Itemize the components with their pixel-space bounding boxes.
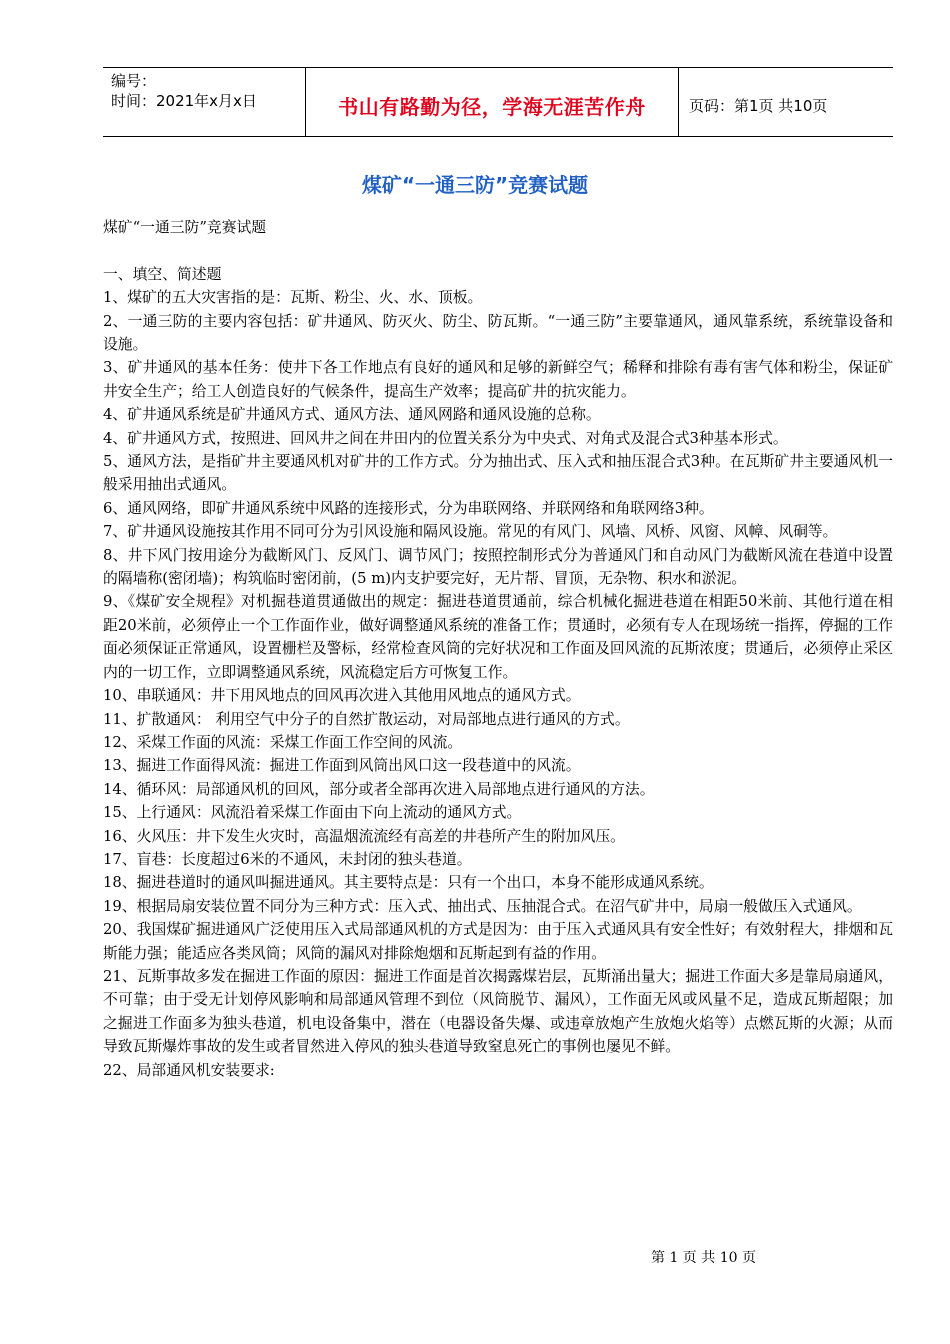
paragraph: 21、瓦斯事故多发在掘进工作面的原因：掘进工作面是首次揭露煤岩层，瓦斯涌出量大；掘进工作面大多是靠局扇通风，不可靠；由于受无计划停风影响和局部通风管理不到位（风筒脱节、漏风），工作面无风或风量不足，造成瓦斯超限；加之掘进工作面多为独头巷道，机电设备集中，潜在（电器设备失爆、或违章放炮产生放炮火焰等）点燃瓦斯的火源；从而导致瓦斯爆炸事故的发生或者冒然进入停风的独头巷道导致窒息死亡的事例也屡见不鲜。 [103, 967, 893, 1056]
header-motto-cell [305, 68, 679, 136]
page-info: 页码：第1页 共10页 [689, 97, 828, 115]
header-table [103, 67, 893, 137]
paragraph: 19、根据局扇安装位置不同分为三种方式：压入式、抽出式、压抽混合式。在沼气矿井中，局扇一般做压入式通风。 [103, 897, 862, 915]
motto-text: 书山有路勤为径，学海无涯苦作舟 [338, 95, 646, 119]
paragraph: 6、通风网络，即矿井通风系统中风路的连接形式，分为串联网络、并联网络和角联网络3种。 [103, 499, 714, 517]
paragraph: 2、一通三防的主要内容包括：矿井通风、防灭火、防尘、防瓦斯。“一通三防”主要靠通风，通风靠系统，系统靠设备和设施。 [103, 312, 893, 354]
paragraph: 16、火风压：井下发生火灾时，高温烟流流经有高差的井巷所产生的附加风压。 [103, 827, 625, 845]
paragraph: 7、矿井通风设施按其作用不同可分为引风设施和隔风设施。常见的有风门、风墙、风桥、风窗、风幛、风硐等。 [103, 523, 838, 541]
paragraph: 14、循环风：局部通风机的回风，部分或者全部再次进入局部地点进行通风的方法。 [103, 780, 655, 798]
paragraph: 22、局部通风机安装要求: [103, 1061, 275, 1079]
paragraph: 17、盲巷：长度超过6米的不通风，未封闭的独头巷道。 [103, 850, 472, 868]
number-label: 编号： [111, 72, 157, 90]
document-title: 煤矿“一通三防”竞赛试题 [361, 173, 589, 197]
time-label: 时间：2021年x月x日 [111, 92, 257, 110]
paragraph: 11、扩散通风： 利用空气中分子的自然扩散运动，对局部地点进行通风的方式。 [103, 710, 630, 728]
paragraph: 20、我国煤矿掘进通风广泛使用压入式局部通风机的方式是因为：由于压入式通风具有安全性好；有效射程大，排烟和瓦斯能力强；能适应各类风筒；风筒的漏风对排除炮烟和瓦斯起到有益的作用。 [103, 921, 893, 962]
paragraph: 3、矿井通风的基本任务：使井下各工作地点有良好的通风和足够的新鲜空气；稀释和排除有毒有害气体和粉尘，保证矿井安全生产；给工人创造良好的气候条件，提高生产效率；提高矿井的抗灾能力。 [103, 359, 893, 400]
paragraph: 4、矿井通风方式，按照进、回风井之间在井田内的位置关系分为中央式、对角式及混合式3种基本形式。 [103, 429, 788, 447]
paragraph: 4、矿井通风系统是矿井通风方式、通风方法、通风网路和通风设施的总称。 [103, 406, 601, 424]
paragraph: 18、掘进巷道时的通风叫掘进通风。其主要特点是：只有一个出口，本身不能形成通风系统。 [103, 874, 714, 892]
paragraph: 9、《煤矿安全规程》对机掘巷道贯通做出的规定：掘进巷道贯通前，综合机械化掘进巷道在相距50米前、其他行道在相距20米前，必须停止一个工作面作业，做好调整通风系统的准备工作；贯通时，必须有专人在现场统一指挥，停掘的工作面必须保证正常通风，设置栅栏及警标，经常检查风筒的完好状况和工作面及回风流的瓦斯浓度；贯通后，必须停止采区内的一切工作，立即调整通风系统，风流稳定后方可恢复工作。 [103, 593, 893, 681]
header-page-cell [679, 68, 893, 136]
paragraph: 13、掘进工作面得风流：掘进工作面到风筒出风口这一段巷道中的风流。 [103, 757, 581, 775]
subtitle: 煤矿“一通三防”竞赛试题 [103, 219, 267, 236]
document-body [103, 216, 893, 1082]
section-heading: 一、填空、简述题 [103, 265, 222, 283]
page-footer: 第 1 页 共 10 页 [651, 1250, 756, 1266]
paragraph: 10、串联通风：井下用风地点的回风再次进入其他用风地点的通风方式。 [103, 687, 581, 705]
paragraph: 5、通风方法，是指矿井主要通风机对矿井的工作方式。分为抽出式、压入式和抽压混合式3种。在瓦斯矿井主要通风机一般采用抽出式通风。 [103, 453, 893, 494]
paragraph: 1、煤矿的五大灾害指的是：瓦斯、粉尘、火、水、顶板。 [103, 289, 483, 307]
paragraph: 12、采煤工作面的风流：采煤工作面工作空间的风流。 [103, 733, 463, 751]
header-left-cell [103, 68, 304, 136]
paragraph: 15、上行通风：风流沿着采煤工作面由下向上流动的通风方式。 [103, 804, 522, 822]
paragraph: 8、井下风门按用途分为截断风门、反风门、调节风门；按照控制形式分为普通风门和自动风门为截断风流在巷道中设置的隔墙称(密闭墙)；构筑临时密闭前，(5 m)内支护要完好，无片帮、冒顶，无杂物、积水和淤泥。 [103, 546, 893, 588]
